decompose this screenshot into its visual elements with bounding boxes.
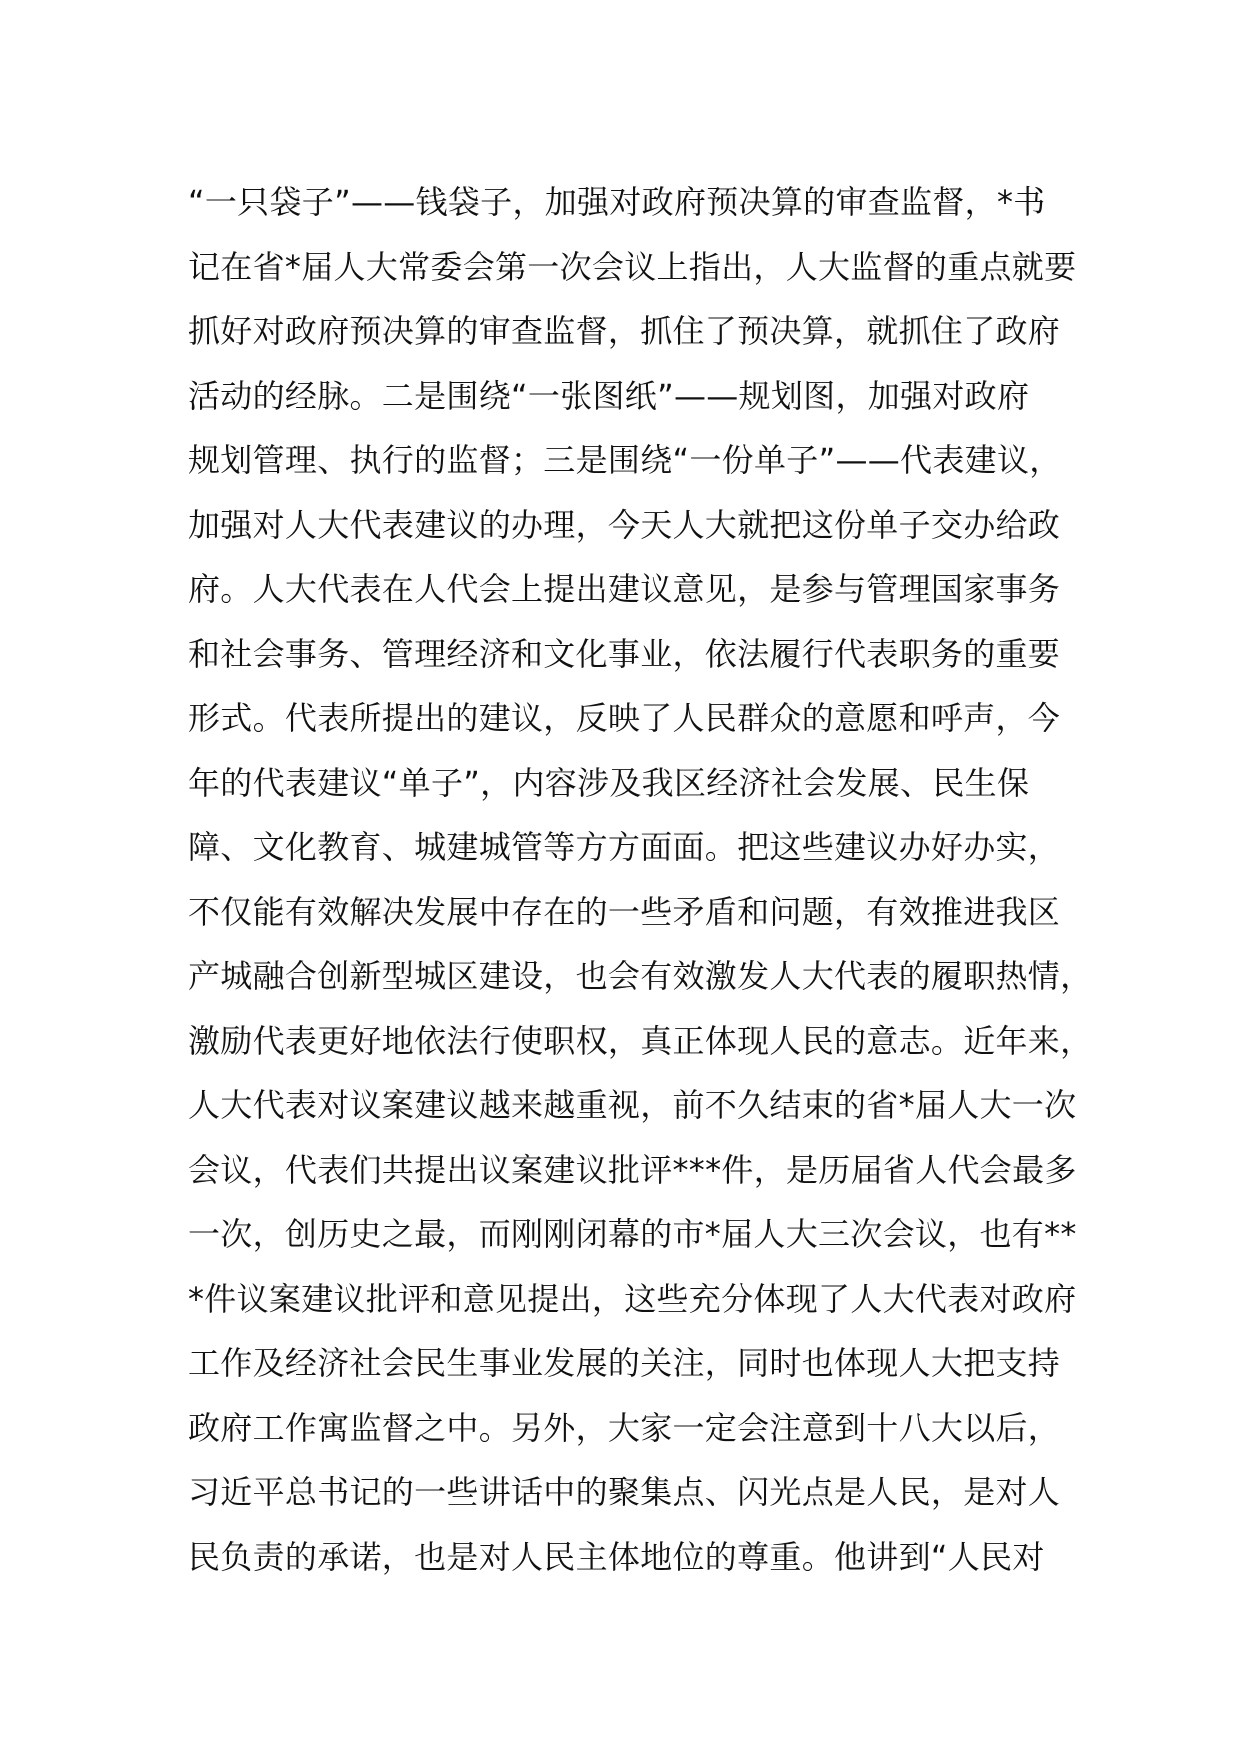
text-line: *件议案建议批评和意见提出，这些充分体现了人大代表对政府 — [188, 1279, 1077, 1318]
text-line: 障、文化教育、城建城管等方方面面。把这些建议办好办实， — [188, 828, 1061, 866]
text-line: 府。人大代表在人代会上提出建议意见，是参与管理国家事务 — [188, 570, 1061, 608]
text-line: 产城融合创新型城区建设，也会有效激发人大代表的履职热情， — [188, 957, 1093, 995]
text-line: 和社会事务、管理经济和文化事业，依法履行代表职务的重要 — [188, 634, 1061, 673]
text-line: 民负责的承诺，也是对人民主体地位的尊重。他讲到“人民对 — [188, 1537, 1045, 1576]
text-line: 记在省*届人大常委会第一次会议上指出，人大监督的重点就要 — [188, 247, 1077, 286]
text-line: 人大代表对议案建议越来越重视，前不久结束的省*届人大一次 — [188, 1086, 1077, 1124]
text-line: 年的代表建议“单子”，内容涉及我区经济社会发展、民生保 — [188, 763, 1030, 802]
text-line: 形式。代表所提出的建议，反映了人民群众的意愿和呼声，今 — [188, 699, 1061, 737]
text-line: 政府工作寓监督之中。另外，大家一定会注意到十八大以后， — [188, 1408, 1061, 1447]
text-line: 工作及经济社会民生事业发展的关注，同时也体现人大把支持 — [188, 1344, 1061, 1382]
text-line: 抓好对政府预决算的审查监督，抓住了预决算，就抓住了政府 — [188, 312, 1061, 350]
text-line: “一只袋子”——钱袋子，加强对政府预决算的审查监督，*书 — [188, 183, 1046, 221]
text-line: 习近平总书记的一些讲话中的聚集点、闪光点是人民，是对人 — [188, 1473, 1061, 1511]
text-line: 不仅能有效解决发展中存在的一些矛盾和问题，有效推进我区 — [188, 892, 1061, 931]
text-line: 会议，代表们共提出议案建议批评***件，是历届省人代会最多 — [188, 1150, 1077, 1189]
text-line: 激励代表更好地依法行使职权，真正体现人民的意志。近年来， — [188, 1021, 1093, 1060]
text-line: 一次，创历史之最，而刚刚闭幕的市*届人大三次会议，也有** — [188, 1215, 1077, 1253]
body-paragraph — [188, 170, 1093, 1589]
text-line: 活动的经脉。二是围绕“一张图纸”——规划图，加强对政府 — [188, 376, 1030, 415]
text-line: 加强对人大代表建议的办理，今天人大就把这份单子交办给政 — [188, 505, 1061, 544]
text-line: 规划管理、执行的监督；三是围绕“一份单子”——代表建议， — [188, 441, 1062, 479]
